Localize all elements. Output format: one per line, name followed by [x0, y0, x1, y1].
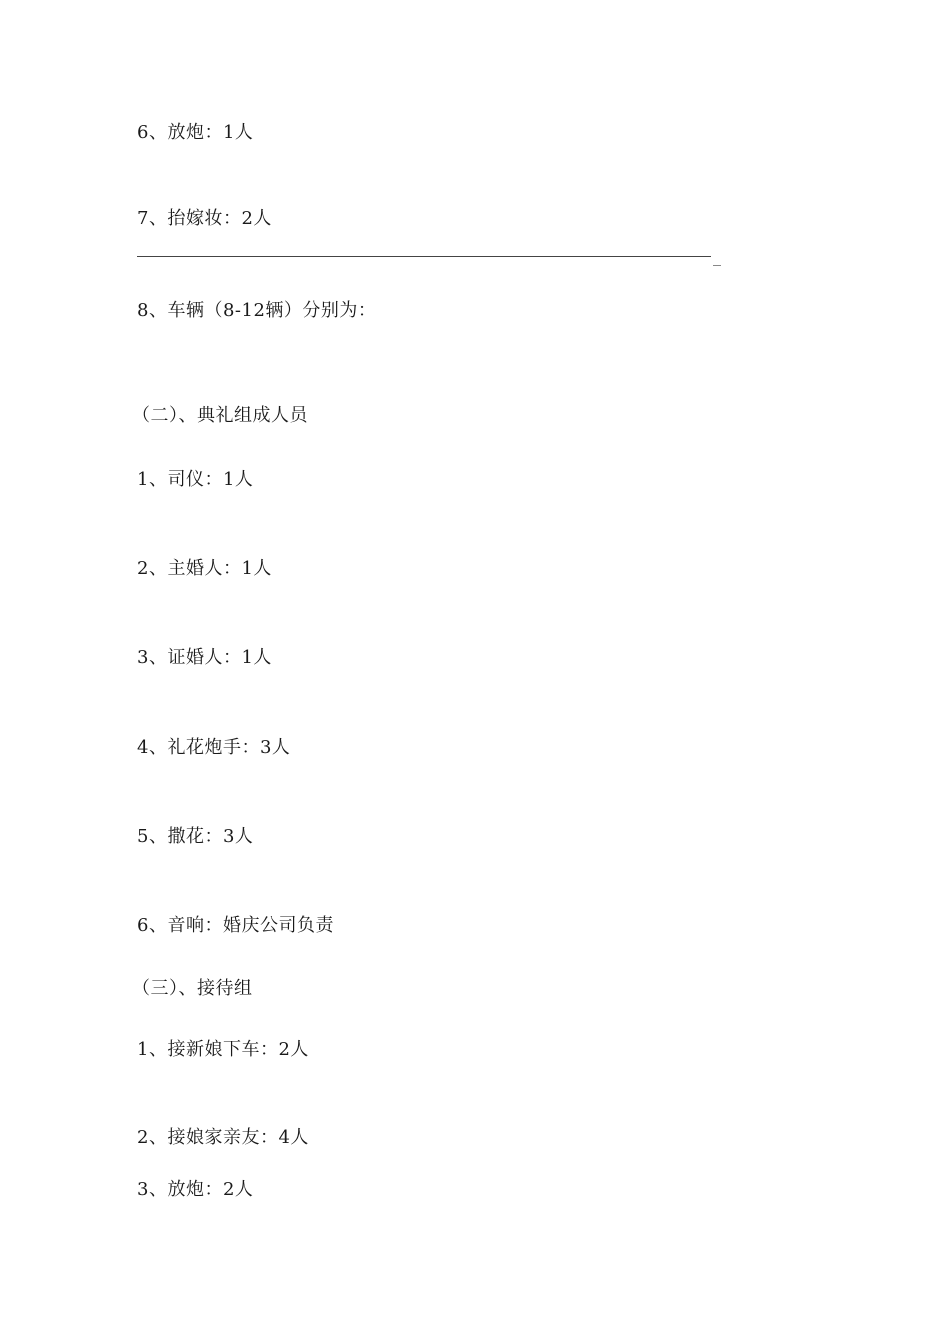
list-item-officiant: 2、主婚人：1人 — [137, 558, 272, 579]
list-item-carry-dowry: 7、抬嫁妆：2人 — [137, 208, 272, 229]
list-item-fire-crackers-reception: 3、放炮：2人 — [137, 1179, 254, 1200]
list-item-sound: 6、音响：婚庆公司负责 — [137, 915, 334, 936]
list-item-receive-relatives: 2、接娘家亲友：4人 — [137, 1127, 309, 1148]
list-item-vehicles: 8、车辆（8-12辆）分别为： — [137, 300, 377, 321]
list-item-confetti-cannon: 4、礼花炮手：3人 — [137, 737, 291, 758]
section-heading-reception: （三）、接待组 — [132, 978, 253, 999]
list-item-receive-bride: 1、接新娘下车：2人 — [137, 1039, 309, 1060]
list-item-fire-crackers: 6、放炮：1人 — [137, 122, 254, 143]
horizontal-rule — [137, 256, 711, 257]
list-item-witness: 3、证婚人：1人 — [137, 647, 272, 668]
section-heading-ceremony: （二）、典礼组成人员 — [132, 405, 308, 426]
list-item-host: 1、司仪：1人 — [137, 469, 254, 490]
horizontal-rule-tail — [713, 265, 721, 266]
list-item-flower-toss: 5、撒花：3人 — [137, 826, 254, 847]
